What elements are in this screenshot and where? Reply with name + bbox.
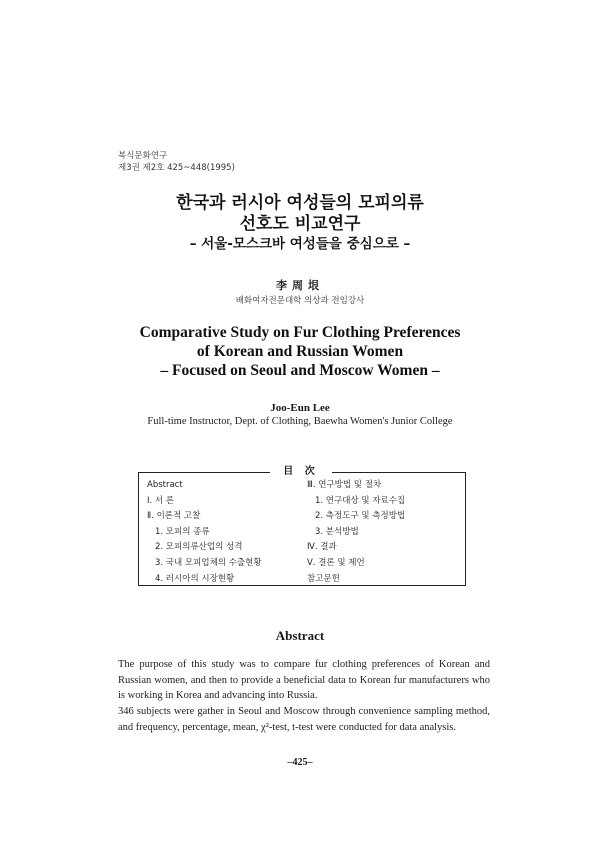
korean-author-affiliation: 배화여자전문대학 의상과 전임강사 — [235, 296, 365, 306]
toc-item: Ⅲ. 연구방법 및 절차 — [307, 480, 382, 490]
korean-title-line1: 한국과 러시아 여성들의 모피의류 — [176, 193, 424, 213]
toc-item: 2. 모피의류산업의 성격 — [155, 542, 243, 553]
toc-item: 3. 분석방법 — [315, 526, 359, 537]
english-title-line1: Comparative Study on Fur Clothing Preferences — [139, 324, 461, 341]
journal-volume: 제3권 제2호 425~448(1995) — [118, 163, 235, 173]
english-author-name: Joo-Eun Lee — [270, 402, 330, 414]
toc-title: 目 次 — [270, 462, 332, 477]
toc-item: 1. 연구대상 및 자료수집 — [315, 495, 406, 506]
toc-item: 4. 러시아의 시장현황 — [155, 573, 235, 584]
abstract-paragraph-2: 346 subjects were gather in Seoul and Moscow through convenience sampling method, and frequency, percentage, mean, χ²-test, t-test were conducted for data analysis. — [118, 706, 490, 733]
toc-left-column — [147, 478, 262, 587]
toc-right-column — [307, 478, 405, 587]
english-author-affiliation: Full-time Instructor, Dept. of Clothing, Baewha Women's Junior College — [147, 416, 453, 427]
toc-item: Ⅰ. 서 론 — [147, 495, 175, 506]
toc-item: Ⅳ. 결과 — [307, 542, 337, 553]
page-number: –425– — [287, 757, 313, 768]
journal-header — [118, 150, 235, 174]
toc-item: Ⅱ. 이론적 고찰 — [147, 511, 201, 522]
korean-subtitle: – 서울-모스크바 여성들을 중심으로 – — [189, 236, 411, 252]
toc-item: 3. 국내 모피업체의 수출현황 — [155, 557, 262, 568]
korean-title-line2: 선호도 비교연구 — [239, 214, 361, 234]
journal-name: 복식문화연구 — [118, 151, 168, 161]
english-title-line2: of Korean and Russian Women — [196, 343, 404, 360]
toc-item: Ⅴ. 결론 및 제언 — [307, 557, 365, 568]
toc-item: 참고문헌 — [307, 573, 340, 584]
abstract-paragraph-1: The purpose of this study was to compare fur clothing preferences of Korean and Russian women, and then to provide a beneficial data to Korean fur manufacturers who is working in Korea and advancing into Russia. — [118, 659, 490, 701]
korean-author-name: 李周垠 — [276, 279, 324, 292]
toc-item: Abstract — [147, 480, 183, 490]
english-subtitle: – Focused on Seoul and Moscow Women – — [160, 362, 440, 379]
toc-item: 1. 모피의 종류 — [155, 526, 210, 537]
toc-item: 2. 측정도구 및 측정방법 — [315, 511, 406, 522]
abstract-heading: Abstract — [275, 628, 325, 643]
